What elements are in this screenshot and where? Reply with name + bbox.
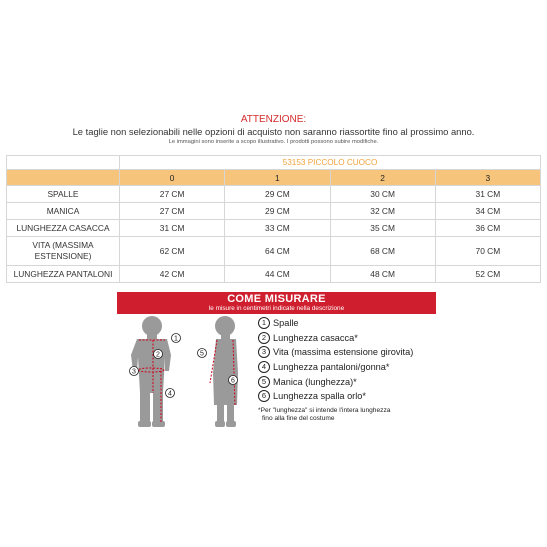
- table-cell: 27 CM: [120, 186, 225, 203]
- legend-number: 2: [258, 332, 270, 344]
- row-label: LUNGHEZZA CASACCA: [7, 220, 120, 237]
- table-cell: 27 CM: [120, 203, 225, 220]
- table-cell: 68 CM: [330, 237, 435, 266]
- size-header-row: [7, 170, 541, 186]
- table-cell: 33 CM: [225, 220, 330, 237]
- product-name: 53153 PICCOLO CUOCO: [120, 156, 541, 170]
- size-header: 3: [435, 170, 540, 186]
- table-cell: 64 CM: [225, 237, 330, 266]
- table-cell: 42 CM: [120, 266, 225, 283]
- table-cell: 44 CM: [225, 266, 330, 283]
- banner-subtitle: le misure in centimetri indicate nella descrizione: [208, 305, 345, 312]
- size-table: [6, 155, 541, 283]
- figure-number: 2: [156, 351, 160, 359]
- notice-block: [0, 114, 547, 146]
- row-label-line: ESTENSIONE): [34, 251, 92, 261]
- table-cell: 35 CM: [330, 220, 435, 237]
- list-item: [258, 331, 438, 346]
- notice-title: ATTENZIONE:: [240, 114, 307, 125]
- product-row: [7, 156, 541, 170]
- table-row: [7, 266, 541, 283]
- table-row: [7, 220, 541, 237]
- legend-text: Lunghezza spalla orlo*: [273, 391, 366, 402]
- table-cell: 52 CM: [435, 266, 540, 283]
- table-row: [7, 186, 541, 203]
- legend-text: Lunghezza casacca*: [273, 332, 358, 343]
- size-header: 2: [330, 170, 435, 186]
- table-cell: 62 CM: [120, 237, 225, 266]
- notice-disclaimer: Le immagini sono inserite a scopo illustrativo. I prodotti possono subire modifiche.: [168, 139, 379, 145]
- table-cell: 29 CM: [225, 186, 330, 203]
- table-row: [7, 237, 541, 266]
- measurement-figures: [125, 313, 255, 438]
- legend-number: 4: [258, 361, 270, 373]
- figure-number: 6: [231, 377, 235, 385]
- table-cell: 34 CM: [435, 203, 540, 220]
- table-cell: 36 CM: [435, 220, 540, 237]
- row-label-line: VITA (MASSIMA: [32, 240, 94, 250]
- empty-header-cell: [7, 170, 120, 186]
- how-to-measure-banner: [117, 292, 436, 314]
- legend-number: 5: [258, 376, 270, 388]
- table-cell: 30 CM: [330, 186, 435, 203]
- note-line: *Per "lunghezza" si intende l'intera lunghezza: [258, 406, 391, 414]
- table-row: [7, 203, 541, 220]
- size-header: 1: [225, 170, 330, 186]
- note-line: fino alla fine del costume: [262, 415, 335, 423]
- figure-number: 5: [200, 350, 204, 358]
- figure-number: 3: [132, 368, 136, 376]
- how-to-measure-panel: [117, 292, 436, 314]
- list-item: [258, 360, 438, 375]
- list-item: [258, 374, 438, 389]
- empty-corner-cell: [7, 156, 120, 170]
- measure-legend: [258, 316, 438, 424]
- legend-number: 3: [258, 346, 270, 358]
- notice-text: Le taglie non selezionabili nelle opzioni di acquisto non saranno riassortite fino al prossimo anno.: [72, 126, 475, 137]
- table-cell: 70 CM: [435, 237, 540, 266]
- table-cell: 31 CM: [435, 186, 540, 203]
- size-header: 0: [120, 170, 225, 186]
- row-label: [7, 237, 120, 266]
- list-item: [258, 389, 438, 404]
- row-label: LUNGHEZZA PANTALONI: [7, 266, 120, 283]
- legend-text: Manica (lunghezza)*: [273, 376, 357, 387]
- row-label: SPALLE: [7, 186, 120, 203]
- table-cell: 31 CM: [120, 220, 225, 237]
- table-cell: 29 CM: [225, 203, 330, 220]
- figure-number: 4: [168, 390, 172, 398]
- table-cell: 32 CM: [330, 203, 435, 220]
- table-cell: 48 CM: [330, 266, 435, 283]
- legend-text: Vita (massima estensione girovita): [273, 347, 414, 358]
- legend-text: Spalle: [273, 318, 299, 329]
- list-item: [258, 316, 438, 331]
- banner-title: COME MISURARE: [227, 293, 326, 305]
- legend-number: 6: [258, 390, 270, 402]
- legend-number: 1: [258, 317, 270, 329]
- list-item: [258, 345, 438, 360]
- figure-number: 1: [174, 335, 178, 343]
- row-label: MANICA: [7, 203, 120, 220]
- legend-text: Lunghezza pantaloni/gonna*: [273, 362, 390, 373]
- length-note: [258, 407, 438, 424]
